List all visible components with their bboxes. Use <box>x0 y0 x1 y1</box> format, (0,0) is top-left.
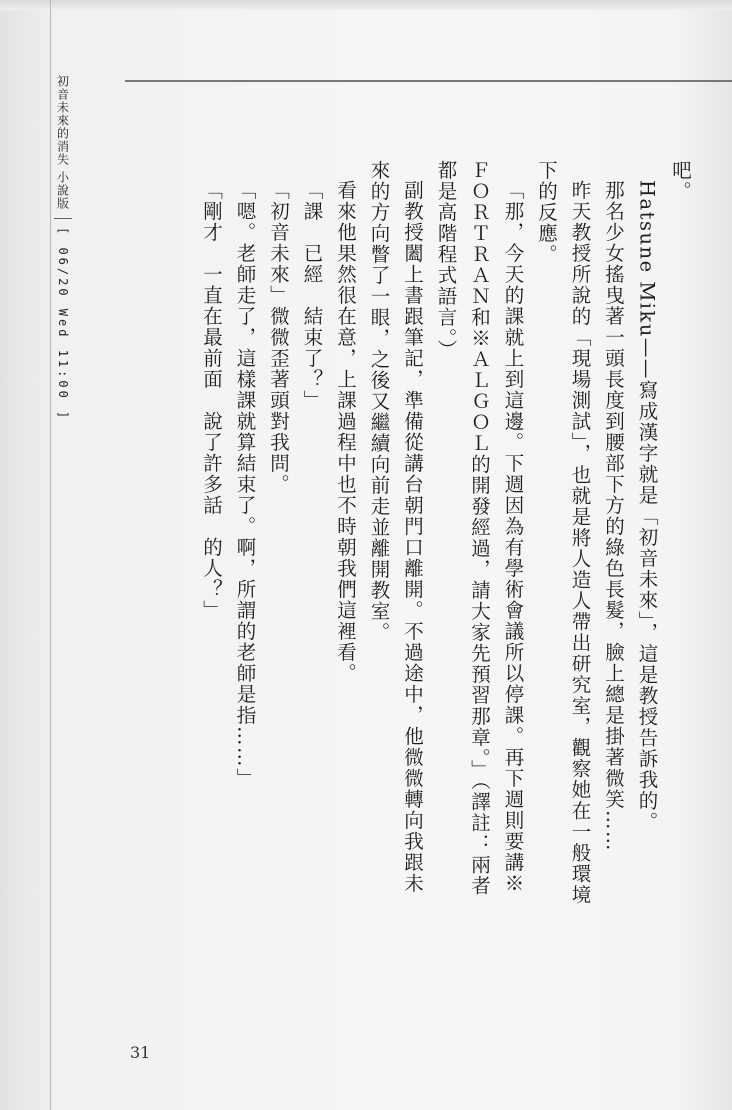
page-gutter-line <box>50 0 51 1110</box>
running-title: 初音未來的消失 小說版 <box>55 75 70 210</box>
dialogue-line: 「課 已經 結束了？」 <box>300 179 324 411</box>
dialogue-line: 「剛才 一直在最前面 說了許多話 的人？」 <box>200 179 223 621</box>
paragraph: 副教授闔上書跟筆記，準備從講台朝門口離開。不過途中，他微微轉向我跟未來的方向瞥了一眼，之後又繼續向前走並離開教室。 <box>367 160 424 894</box>
paragraph: Hatsune Miku——寫成漢字就是「初音未來」，這是教授告訴我的。 <box>635 179 659 832</box>
paragraph: 昨天教授所說的「現場測試」，也就是將人造人帶出研究室，觀察她在一般環境下的反應。 <box>535 160 592 905</box>
running-header <box>52 75 74 421</box>
running-timestamp: [ 06/20 Wed 11:00 ] <box>56 226 70 422</box>
header-rule <box>125 80 732 82</box>
paragraph: 看來他果然很在意，上課過程中也不時朝我們這裡看。 <box>334 179 357 684</box>
vertical-body-text <box>195 160 698 910</box>
running-header-divider <box>54 218 72 219</box>
dialogue-line: 「嗯。老師走了，這樣課就算結束了。啊，所謂的老師是指……」 <box>233 179 257 789</box>
page-top-shadow <box>0 0 732 10</box>
paragraph: 吧。 <box>669 160 692 202</box>
paragraph: 「初音未來」微微歪著頭對我問。 <box>267 179 290 495</box>
paragraph: 那名少女搖曳著一頭長度到腰部下方的綠色長髮，臉上總是掛著微笑…… <box>602 179 625 852</box>
page-number: 31 <box>130 1043 151 1062</box>
paragraph: 「那，今天的課就上到這邊。下週因為有學術會議所以停課。再下週則要講※ＦＯＲＴＲＡＮ和※ＡＬＧＯＬ的開發經過，請大家先預習那章。」（譯註：兩者都是高階程式語言。） <box>434 160 525 897</box>
